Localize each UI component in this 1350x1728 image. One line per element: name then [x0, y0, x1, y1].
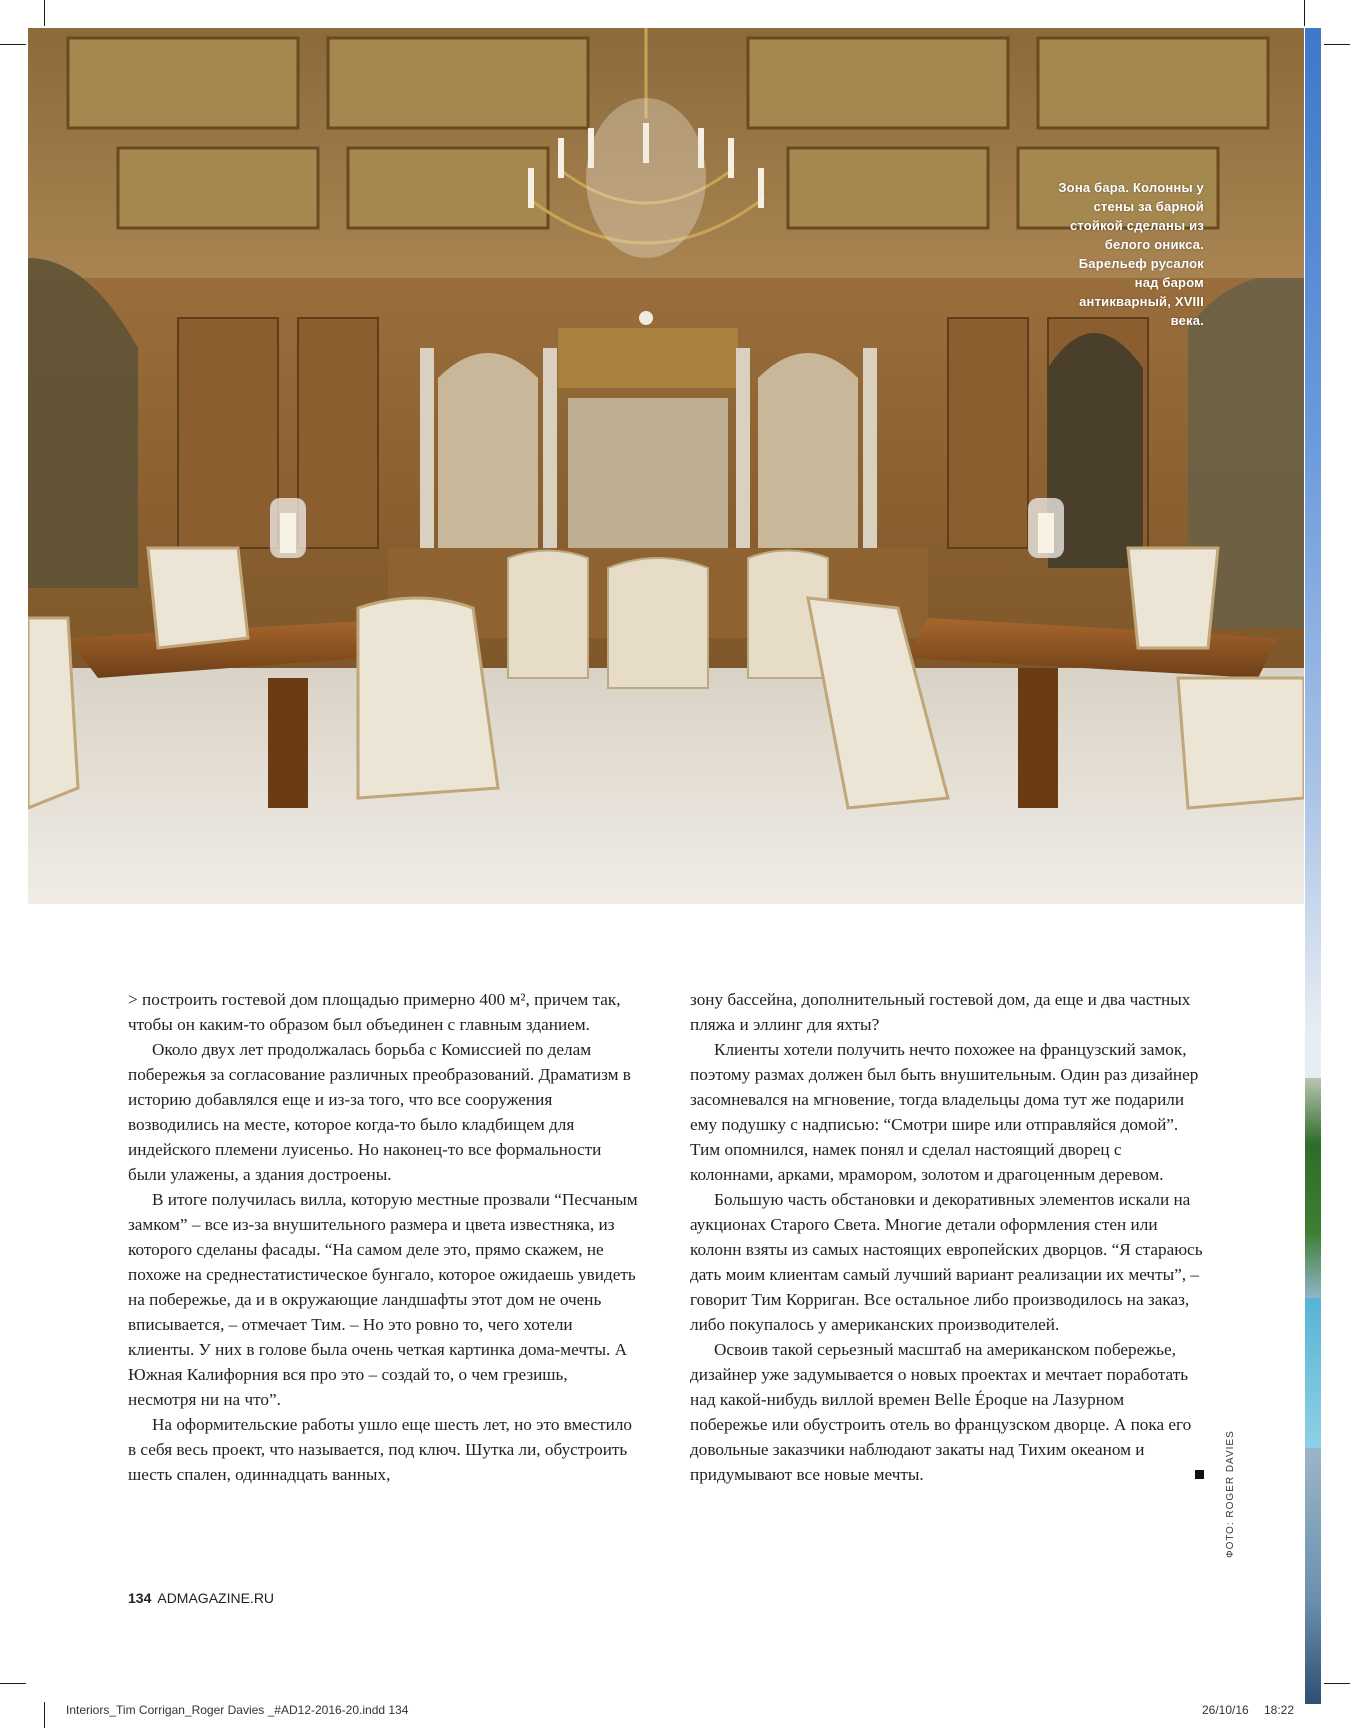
slug-file: Interiors_Tim Corrigan_Roger Davies _#AD12-2016-20.indd 134 [66, 1703, 409, 1717]
article-left-column [128, 987, 638, 1487]
crop-mark-top-right-h [1324, 44, 1350, 45]
crop-mark-top-left-v [44, 0, 45, 26]
paragraph: В итоге получилась вилла, которую местные прозвали “Песчаным замком” – все из-за внушительного размера и цвета известняка, из которого сделаны фасады. “На самом деле это, прямо скажем, не похоже на среднестатистическое бунгало, которое ожидаешь увидеть на побережье, да и в окружающие ландшафты этот дом не очень вписывается, – отмечает Тим. – Но это ровно то, чего хотели клиенты. У них в голове была очень четкая картинка дома-мечты. А Южная Калифорния вся про это – создай то, о чем грезишь, несмотря ни на что”. [128, 1190, 638, 1409]
bleed-lower [1305, 1448, 1321, 1704]
photo-caption: Зона бара. Колонны у стены за барной стойкой сделаны из белого оникса. Барельеф русалок над баром антикварный, XVIII века. [1058, 180, 1204, 328]
slug-time: 18:22 [1264, 1703, 1295, 1717]
bleed-greenery [1305, 1078, 1321, 1298]
photo-credit: ФОТО: ROGER DAVIES [1225, 1430, 1236, 1558]
crop-mark-bottom-left-h [0, 1683, 26, 1684]
paragraph: Около двух лет продолжалась борьба с Комиссией по делам побережья за согласование различных преобразований. Драматизм в историю добавлялся еще и из-за того, что все сооружения возводились на месте, которое когда-то было кладбищем для индейского племени луисеньо. Но наконец-то все формальности были улажены, а здания достроены. [128, 1040, 631, 1184]
paragraph: Освоив такой серьезный масштаб на американском побережье, дизайнер уже задумывается о новых проектах и мечтает поработать над какой-нибудь виллой времен Belle Époque на Лазурном побережье или обустроить отель во французском дворце. А пока его довольные заказчики наблюдают закаты над Тихим океаном и придумывают все новые мечты. [690, 1340, 1192, 1484]
paragraph: Большую часть обстановки и декоративных элементов искали на аукционах Старого Света. Многие детали оформления стен или колонн взяты из самых настоящих европейских дворцов. “Я стараюсь дать моим клиентам самый лучший вариант реализации их мечты”, – говорит Тим Корриган. Все остальное либо производилось на заказ, либо покупалось у американских производителей. [690, 1190, 1203, 1334]
end-mark-icon [1195, 1470, 1204, 1479]
crop-mark-bottom-left-v [44, 1702, 45, 1728]
slug-date: 26/10/16 [1202, 1703, 1249, 1717]
bleed-pool [1305, 1298, 1321, 1448]
crop-mark-top-right-v [1304, 0, 1305, 26]
interior-photo [28, 28, 1304, 904]
adjacent-page-bleed [1305, 28, 1321, 1704]
paragraph: зону бассейна, дополнительный гостевой дом, да еще и два частных пляжа и эллинг для яхты? [690, 990, 1191, 1034]
crop-mark-bottom-right-h [1324, 1683, 1350, 1684]
article-right-column [690, 987, 1205, 1487]
paragraph: На оформительские работы ушло еще шесть лет, но это вместило в себя весь проект, что называется, под ключ. Шутка ли, обустроить шесть спален, одиннадцать ванных, [128, 1415, 632, 1484]
paragraph: > построить гостевой дом площадью примерно 400 м², причем так, чтобы он каким-то образом был объединен с главным зданием. [128, 990, 621, 1034]
page-folio [128, 1590, 274, 1606]
crop-mark-top-left-h [0, 44, 26, 45]
page-number: 134 [128, 1590, 152, 1606]
paragraph: Клиенты хотели получить нечто похожее на французский замок, поэтому размах должен был быть внушительным. Один раз дизайнер засомневался на мгновение, тогда владельцы дома тут же подарили ему подушку с надписью: “Смотри шире или отправляйся домой”. Тим опомнился, намек понял и сделал настоящий дворец с колоннами, арками, мрамором, золотом и драгоценным деревом. [690, 1040, 1199, 1184]
magazine-site: ADMAGAZINE.RU [157, 1590, 275, 1606]
